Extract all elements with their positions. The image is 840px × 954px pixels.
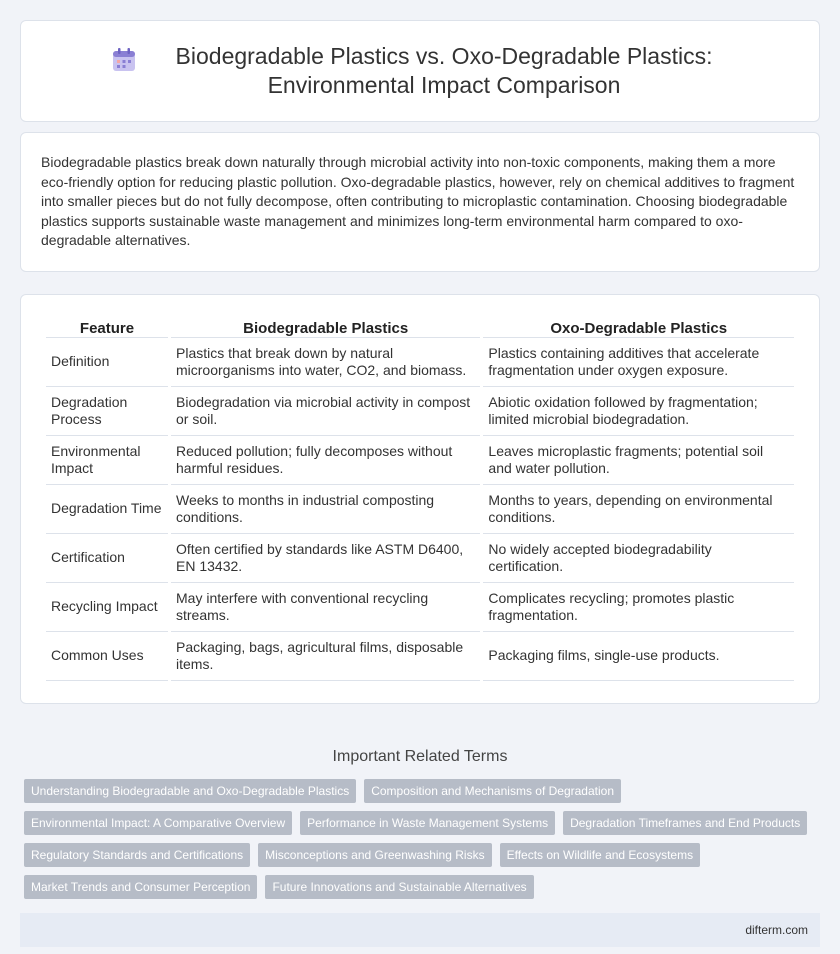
oxo-degradable-cell: Complicates recycling; promotes plastic fragmentation.: [483, 583, 794, 632]
biodegradable-cell: Biodegradation via microbial activity in compost or soil.: [171, 387, 480, 436]
table-header-row: [46, 315, 794, 338]
oxo-degradable-cell: Leaves microplastic fragments; potential soil and water pollution.: [483, 436, 794, 485]
oxo-degradable-cell: No widely accepted biodegradability certification.: [483, 534, 794, 583]
related-term-link[interactable]: Degradation Timeframes and End Products: [563, 811, 807, 835]
related-term-link[interactable]: Regulatory Standards and Certifications: [24, 843, 250, 867]
biodegradable-cell: Weeks to months in industrial composting conditions.: [171, 485, 480, 534]
oxo-degradable-cell: Plastics containing additives that accelerate fragmentation under oxygen exposure.: [483, 338, 794, 387]
feature-cell: Definition: [46, 338, 168, 387]
biodegradable-cell: Plastics that break down by natural microorganisms into water, CO2, and biomass.: [171, 338, 480, 387]
table-row: [46, 632, 794, 681]
feature-cell: Degradation Process: [46, 387, 168, 436]
header-feature: Feature: [46, 315, 168, 338]
biodegradable-cell: May interfere with conventional recycling streams.: [171, 583, 480, 632]
page-title: Biodegradable Plastics vs. Oxo-Degradable Plastics: Environmental Impact Comparison: [175, 43, 713, 98]
intro-card: [20, 132, 820, 272]
related-term-link[interactable]: Effects on Wildlife and Ecosystems: [500, 843, 701, 867]
related-term-link[interactable]: Understanding Biodegradable and Oxo-Degradable Plastics: [24, 779, 356, 803]
biodegradable-cell: Reduced pollution; fully decomposes without harmful residues.: [171, 436, 480, 485]
oxo-degradable-cell: Months to years, depending on environmental conditions.: [483, 485, 794, 534]
oxo-degradable-cell: Abiotic oxidation followed by fragmentation; limited microbial biodegradation.: [483, 387, 794, 436]
table-row: [46, 534, 794, 583]
related-term-link[interactable]: Market Trends and Consumer Perception: [24, 875, 257, 899]
title-card: [20, 20, 820, 122]
footer: [20, 913, 820, 947]
table-row: [46, 485, 794, 534]
feature-cell: Common Uses: [46, 632, 168, 681]
related-terms-tags: [20, 779, 820, 907]
intro-text: Biodegradable plastics break down naturally through microbial activity into non-toxic components, making them a more eco-friendly option for reducing plastic pollution. Oxo-degradable plastics, however, rely on chemical additives to fragment into smaller pieces but do not fully decompose, often contributing to microplastic contamination. Choosing biodegradable plastics supports sustainable waste management and minimizes long-term environmental harm compared to oxo-degradable alternatives.: [41, 154, 795, 248]
header-biodegradable: Biodegradable Plastics: [171, 315, 480, 338]
biodegradable-cell: Packaging, bags, agricultural films, disposable items.: [171, 632, 480, 681]
comparison-table: [43, 315, 797, 681]
related-term-link[interactable]: Environmental Impact: A Comparative Overview: [24, 811, 292, 835]
feature-cell: Degradation Time: [46, 485, 168, 534]
biodegradable-cell: Often certified by standards like ASTM D6400, EN 13432.: [171, 534, 480, 583]
oxo-degradable-cell: Packaging films, single-use products.: [483, 632, 794, 681]
table-row: [46, 387, 794, 436]
feature-cell: Environmental Impact: [46, 436, 168, 485]
related-term-link[interactable]: Misconceptions and Greenwashing Risks: [258, 843, 491, 867]
related-terms-section: [20, 748, 820, 907]
comparison-table-card: [20, 294, 820, 704]
related-term-link[interactable]: Future Innovations and Sustainable Alternatives: [265, 875, 533, 899]
calendar-icon: [111, 47, 137, 73]
site-link[interactable]: difterm.com: [745, 923, 808, 937]
table-row: [46, 583, 794, 632]
table-row: [46, 436, 794, 485]
feature-cell: Certification: [46, 534, 168, 583]
table-row: [46, 338, 794, 387]
related-term-link[interactable]: Composition and Mechanisms of Degradation: [364, 779, 621, 803]
related-term-link[interactable]: Performance in Waste Management Systems: [300, 811, 555, 835]
header-oxo-degradable: Oxo-Degradable Plastics: [483, 315, 794, 338]
related-terms-heading: Important Related Terms: [332, 748, 508, 765]
feature-cell: Recycling Impact: [46, 583, 168, 632]
